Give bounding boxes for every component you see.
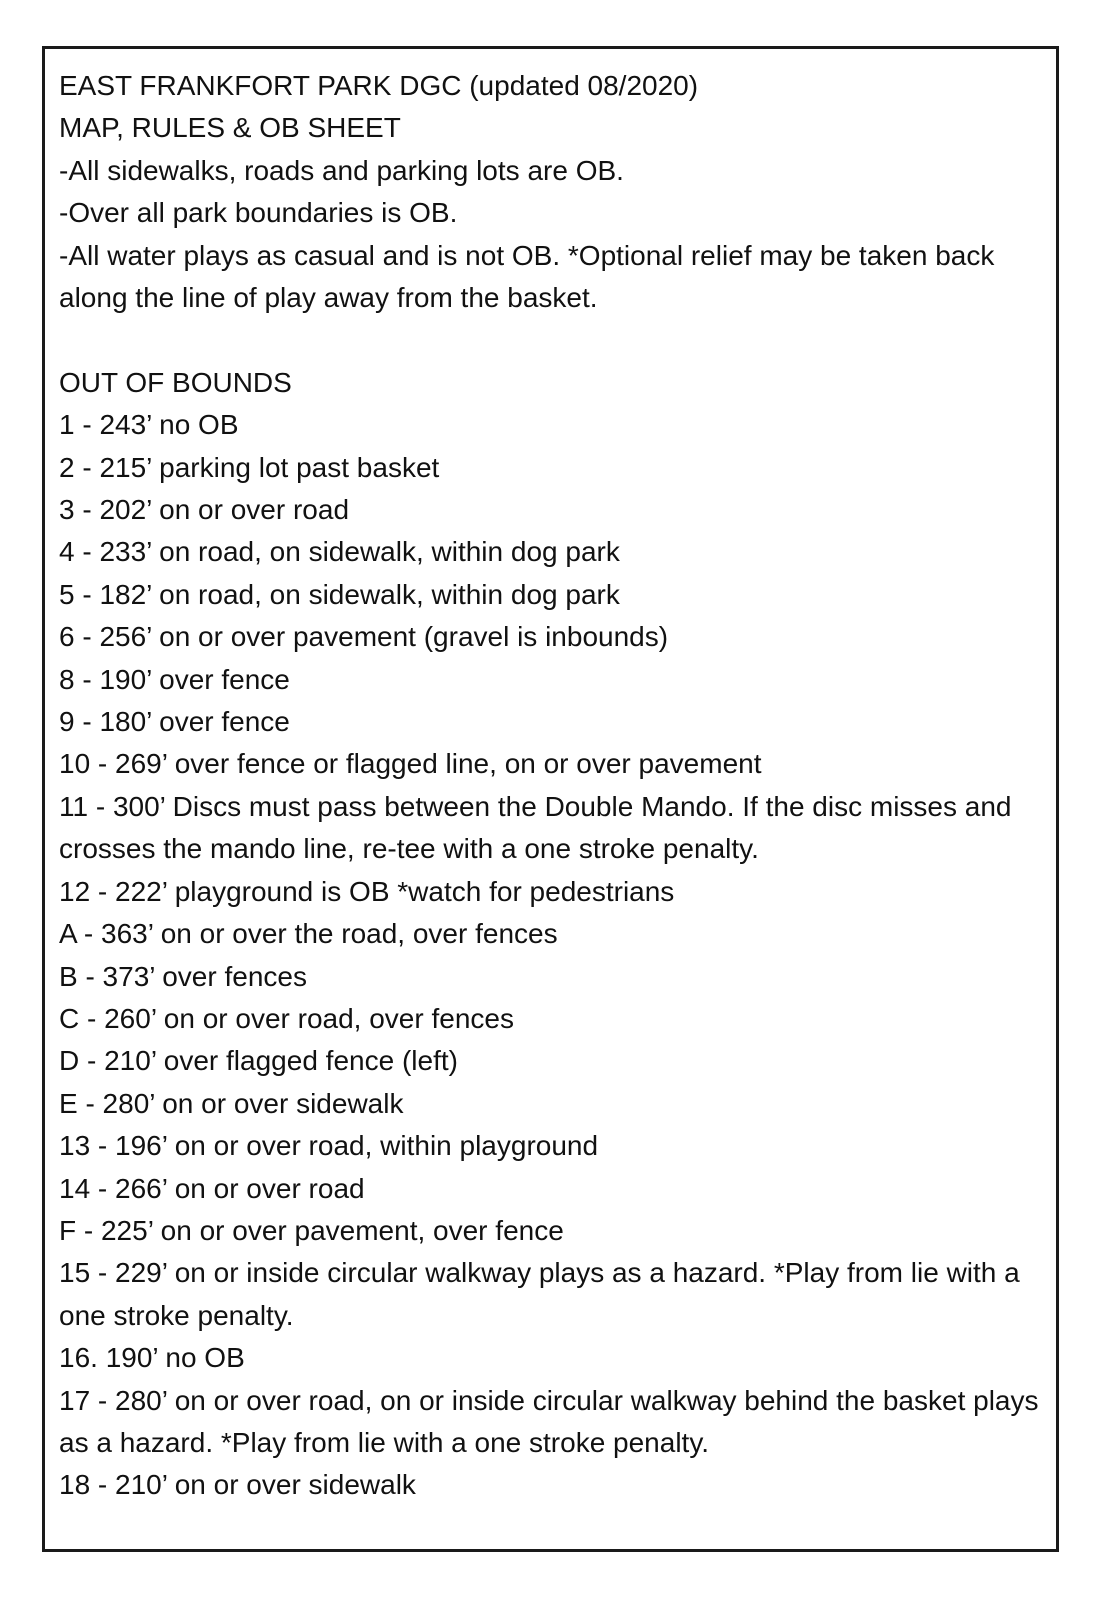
hole-ob-line: 11 - 300’ Discs must pass between the Double Mando. If the disc misses and crosses the mando line, re-tee with a one stroke penalty. <box>59 790 1012 865</box>
ob-heading: OUT OF BOUNDS <box>59 366 292 398</box>
spacer <box>59 319 1042 361</box>
hole-ob-line: 12 - 222’ playground is OB *watch for pedestrians <box>59 875 675 907</box>
hole-ob-line: 5 - 182’ on road, on sidewalk, within dog park <box>59 578 620 610</box>
ob-sheet-border <box>42 46 1059 1552</box>
hole-ob-line: 13 - 196’ on or over road, within playground <box>59 1130 599 1162</box>
hole-ob-line: 16. 190’ no OB <box>59 1342 245 1374</box>
course-title: EAST FRANKFORT PARK DGC (updated 08/2020) <box>59 70 699 101</box>
hole-ob-line: 6 - 256’ on or over pavement (gravel is inbounds) <box>59 621 669 653</box>
hole-ob-line: 4 - 233’ on road, on sidewalk, within dog park <box>59 536 620 568</box>
hole-ob-line: 2 - 215’ parking lot past basket <box>59 451 440 483</box>
rule-line: -All sidewalks, roads and parking lots are OB. <box>59 154 624 186</box>
hole-ob-line: 17 - 280’ on or over road, on or inside circular walkway behind the basket plays as a hazard. *Play from lie with a one stroke penalty. <box>59 1384 1039 1458</box>
rule-line: -All water plays as casual and is not OB. *Optional relief may be taken back along the line of play away from the basket. <box>59 239 995 314</box>
hole-ob-line: 14 - 266’ on or over road <box>59 1172 365 1204</box>
hole-ob-line: 3 - 202’ on or over road <box>59 494 350 526</box>
hole-ob-line: F - 225’ on or over pavement, over fence <box>59 1214 564 1246</box>
hole-ob-line: 15 - 229’ on or inside circular walkway plays as a hazard. *Play from lie with a one stroke penalty. <box>59 1257 1020 1331</box>
hole-ob-line: D - 210’ over flagged fence (left) <box>59 1045 458 1077</box>
hole-ob-line: 8 - 190’ over fence <box>59 663 290 695</box>
hole-ob-line: C - 260’ on or over road, over fences <box>59 1002 514 1034</box>
hole-ob-line: 10 - 269’ over fence or flagged line, on or over pavement <box>59 748 762 780</box>
hole-ob-line: 9 - 180’ over fence <box>59 706 290 738</box>
hole-ob-line: E - 280’ on or over sidewalk <box>59 1087 404 1119</box>
hole-ob-line: A - 363’ on or over the road, over fences <box>59 918 558 950</box>
hole-ob-line: B - 373’ over fences <box>59 960 307 992</box>
rule-line: -Over all park boundaries is OB. <box>59 197 458 229</box>
sheet-subtitle: MAP, RULES & OB SHEET <box>59 112 401 144</box>
hole-ob-line: 18 - 210’ on or over sidewalk <box>59 1469 416 1501</box>
hole-ob-line: 1 - 243’ no OB <box>59 409 239 441</box>
